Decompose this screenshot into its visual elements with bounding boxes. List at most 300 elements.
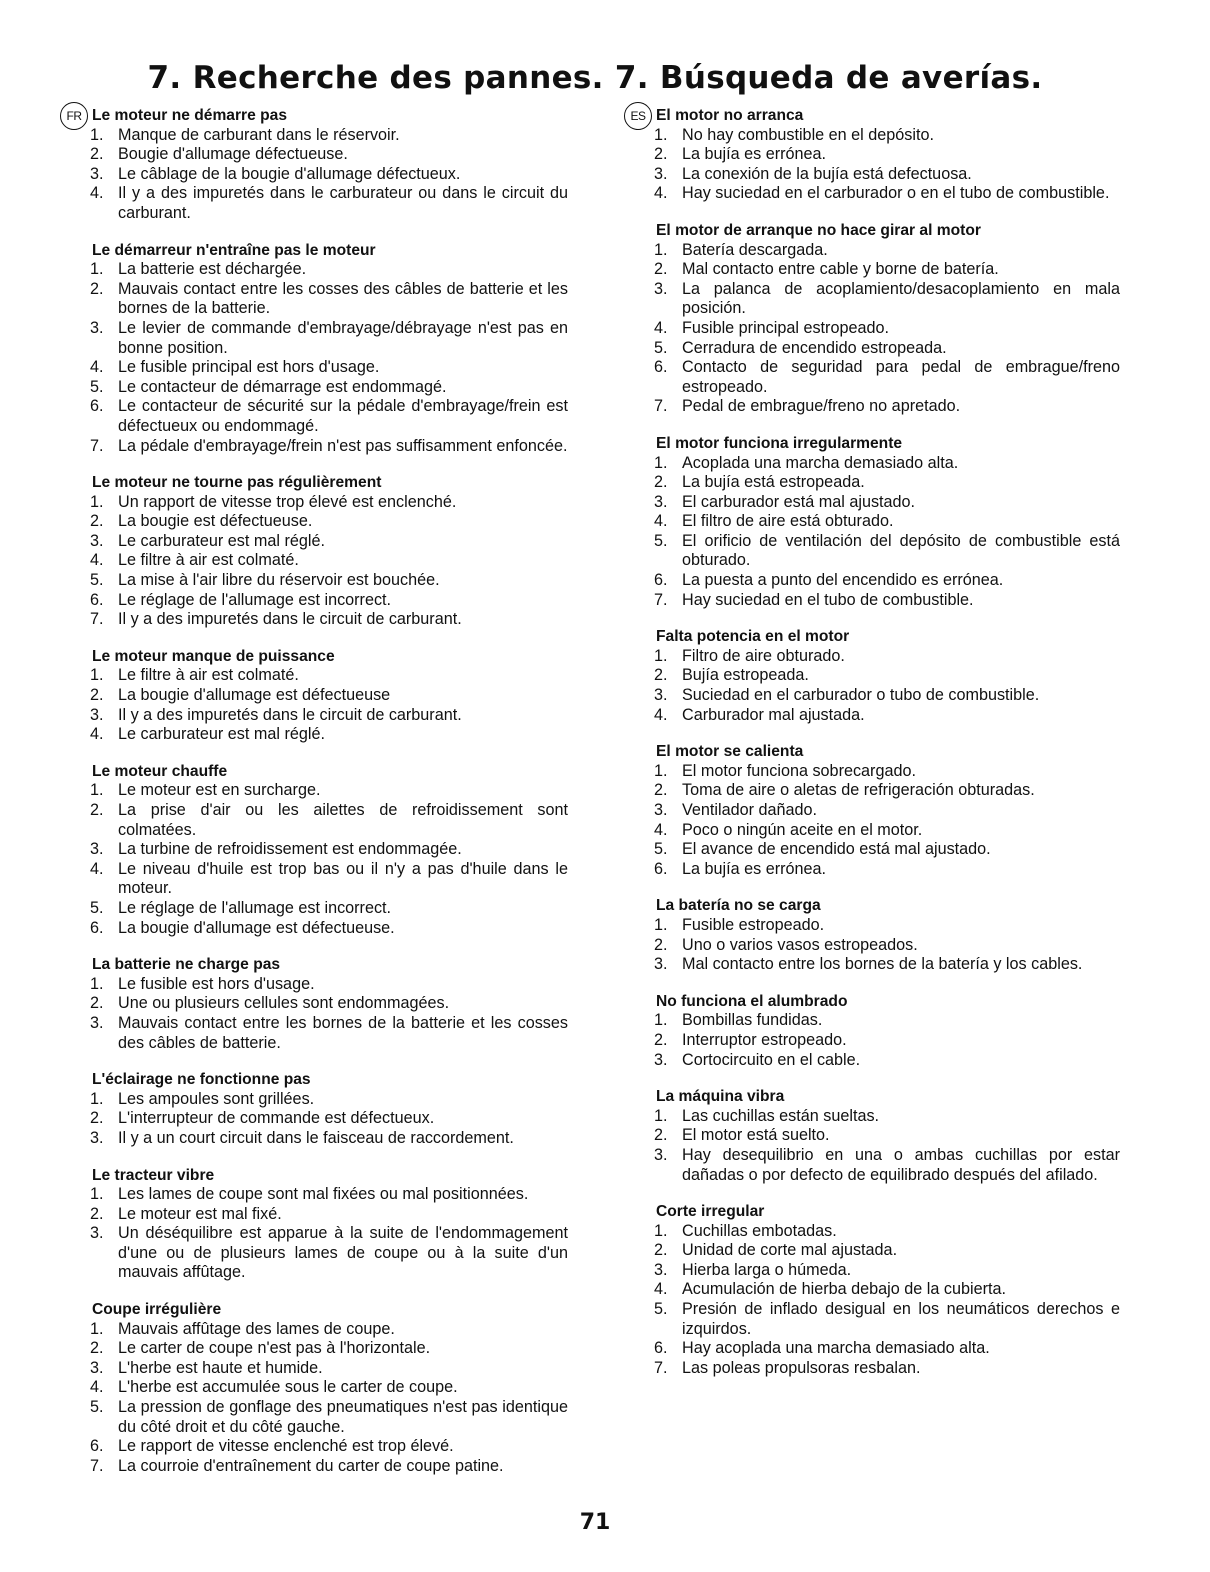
fault-list [88,260,568,456]
list-item [88,571,568,591]
list-item [88,378,568,398]
list-item [88,1339,568,1359]
item-number: 4. [654,184,668,203]
item-number: 1. [90,781,104,800]
item-number: 7. [654,397,668,416]
item-text: Le carburateur est mal réglé. [118,531,325,550]
list-item [652,145,1120,165]
item-text: La batterie est déchargée. [118,260,307,279]
list-item [88,493,568,513]
item-text: La bujía está estropeada. [682,473,865,492]
item-number: 1. [654,915,668,934]
item-number: 4. [654,1280,668,1299]
list-item [88,1359,568,1379]
section-heading [92,1300,568,1320]
section-heading-text: Falta potencia en el motor [656,628,850,646]
item-number: 3. [654,1145,668,1164]
list-item [652,339,1120,359]
list-item [88,919,568,939]
item-number: 3. [90,1224,104,1243]
fault-list [652,916,1120,975]
list-item [88,686,568,706]
troubleshooting-section [88,1300,568,1476]
list-item [88,725,568,745]
fault-list [652,1011,1120,1070]
item-text: Le réglage de l'allumage est incorrect. [118,898,392,917]
fault-list [652,1222,1120,1379]
fault-list [652,647,1120,725]
list-item [652,165,1120,185]
item-text: Le levier de commande d'embrayage/débrayage n'est pas en bonne position. [118,318,568,357]
item-number: 2. [90,686,104,705]
item-number: 2. [654,145,668,164]
list-item [652,916,1120,936]
troubleshooting-section [88,241,568,457]
item-number: 2. [90,145,104,164]
section-heading [656,896,1120,916]
list-item [652,1359,1120,1379]
troubleshooting-section [88,1166,568,1284]
fault-list [88,126,568,224]
item-number: 4. [654,512,668,531]
list-item [652,454,1120,474]
item-text: Las cuchillas están sueltas. [682,1106,880,1125]
item-number: 4. [654,705,668,724]
list-item [652,260,1120,280]
item-text: Carburador mal ajustada. [682,705,865,724]
item-number: 2. [90,512,104,531]
item-text: Pedal de embrague/freno no apretado. [682,397,961,416]
list-item [652,647,1120,667]
item-number: 1. [90,1185,104,1204]
section-heading [656,627,1120,647]
item-text: Une ou plusieurs cellules sont endommagées. [118,994,450,1013]
list-item [88,840,568,860]
section-heading-text: L'éclairage ne fonctionne pas [92,1071,311,1089]
item-number: 3. [654,492,668,511]
list-item [88,1109,568,1129]
item-text: Le niveau d'huile est trop bas ou il n'y a pas d'huile dans le moteur. [118,859,568,898]
item-number: 2. [90,801,104,819]
item-text: Poco o ningún aceite en el motor. [682,820,923,839]
section-heading-text: Corte irregular [656,1203,765,1221]
item-number: 2. [654,935,668,954]
item-text: Le filtre à air est colmaté. [118,551,299,570]
item-number: 2. [654,1126,668,1145]
list-item [88,260,568,280]
section-heading [656,434,1120,454]
troubleshooting-section [88,955,568,1053]
list-item [652,955,1120,975]
list-item [652,1300,1120,1339]
item-text: Hay acoplada una marcha demasiado alta. [682,1339,990,1358]
troubleshooting-section [652,742,1120,879]
item-number: 2. [654,781,668,800]
fault-list [88,666,568,744]
item-text: Acumulación de hierba debajo de la cubierta. [682,1280,1006,1299]
item-text: Las poleas propulsoras resbalan. [682,1358,921,1377]
item-number: 1. [654,240,668,259]
list-item [88,1014,568,1053]
section-heading-text: El motor de arranque no hace girar al motor [656,221,981,239]
troubleshooting-section [66,106,568,224]
list-item [652,686,1120,706]
item-text: Bougie d'allumage défectueuse. [118,145,348,164]
item-number: 2. [90,994,104,1013]
list-item [88,437,568,457]
item-text: La pression de gonflage des pneumatiques n'est pas identique du côté droit et du côté gauche. [118,1398,568,1436]
list-item [88,1398,568,1437]
troubleshooting-section [652,434,1120,610]
list-item [88,666,568,686]
item-text: Le fusible est hors d'usage. [118,974,315,993]
item-number: 2. [654,1030,668,1049]
item-number: 5. [90,1398,104,1417]
list-item [88,319,568,358]
item-text: La bujía es errónea. [682,145,826,164]
item-number: 4. [90,859,104,878]
item-number: 5. [654,1300,668,1319]
item-text: El avance de encendido está mal ajustado. [682,840,991,859]
language-flag-icon: FR [60,102,88,130]
item-number: 3. [654,1260,668,1279]
item-text: La palanca de acoplamiento/desacoplamiento en mala posición. [682,279,1120,318]
list-item [652,241,1120,261]
item-text: La bougie est défectueuse. [118,512,313,531]
list-item [652,319,1120,339]
item-number: 5. [90,898,104,917]
item-text: Le fusible principal est hors d'usage. [118,358,380,377]
item-number: 3. [90,318,104,337]
list-item [652,571,1120,591]
list-item [88,1378,568,1398]
section-heading-text: La batería no se carga [656,897,821,915]
item-text: La pédale d'embrayage/frein n'est pas suffisamment enfoncée. [118,436,568,455]
troubleshooting-section [652,221,1120,417]
item-number: 1. [654,1011,668,1030]
list-item [88,1457,568,1477]
item-text: Hierba larga o húmeda. [682,1260,852,1279]
item-text: Un rapport de vitesse trop élevé est enclenché. [118,492,457,511]
item-number: 2. [90,1109,104,1128]
item-number: 3. [90,1358,104,1377]
fault-list [88,1185,568,1283]
item-text: Hay desequilibrio en una o ambas cuchillas por estar dañadas o por defecto de equilibrado después del afilado. [682,1145,1120,1184]
list-item [88,591,568,611]
fault-list [88,1090,568,1149]
item-text: Fusible principal estropeado. [682,318,889,337]
item-number: 1. [654,646,668,665]
item-text: Le contacteur de démarrage est endommagé. [118,377,447,396]
list-item [88,860,568,899]
list-item [88,1437,568,1457]
list-item [88,1129,568,1149]
item-text: El orificio de ventilación del depósito de combustible está obturado. [682,531,1120,570]
item-text: La mise à l'air libre du réservoir est bouchée. [118,571,440,590]
item-text: No hay combustible en el depósito. [682,125,934,144]
item-text: Un déséquilibre est apparue à la suite de l'endommagement d'une ou de plusieurs lames de coupe ou à la suite d'un mauvais affûtage. [118,1224,568,1282]
item-number: 5. [90,377,104,396]
item-text: El motor funciona sobrecargado. [682,761,916,780]
item-number: 4. [90,184,104,203]
item-number: 2. [654,666,668,685]
section-heading [656,992,1120,1012]
item-number: 2. [90,1204,104,1223]
list-item [88,126,568,146]
item-text: Le câblage de la bougie d'allumage défectueux. [118,164,461,183]
page-title: 7. Recherche des pannes. 7. Búsqueda de averías. [147,60,1043,96]
section-heading [656,1087,1120,1107]
item-number: 3. [654,801,668,819]
item-number: 4. [90,551,104,570]
list-item [652,591,1120,611]
item-number: 4. [654,318,668,337]
item-number: 3. [90,531,104,550]
troubleshooting-section [652,1087,1120,1185]
item-text: Le réglage de l'allumage est incorrect. [118,590,392,609]
item-number: 1. [654,453,668,472]
item-text: Uno o varios vasos estropeados. [682,935,918,954]
item-text: Les ampoules sont grillées. [118,1089,315,1108]
section-heading-text: El motor no arranca [656,107,804,124]
item-text: La bougie d'allumage est défectueuse. [118,918,395,937]
item-text: Il y a des impuretés dans le circuit de carburant. [118,705,462,724]
item-number: 4. [654,820,668,839]
section-heading-text: Le tracteur vibre [92,1166,215,1184]
list-item [652,397,1120,417]
list-item [88,610,568,630]
item-text: Cerradura de encendido estropeada. [682,338,947,357]
item-number: 7. [90,436,104,455]
list-item [652,512,1120,532]
item-text: L'herbe est haute et humide. [118,1358,323,1377]
fault-list [652,1107,1120,1185]
item-text: Hay suciedad en el carburador o en el tubo de combustible. [682,184,1110,203]
section-heading [66,106,568,126]
item-text: Mal contacto entre cable y borne de batería. [682,260,999,279]
item-text: Le carter de coupe n'est pas à l'horizontale. [118,1339,431,1358]
section-heading-text: Le moteur manque de puissance [92,647,335,665]
item-number: 6. [90,1437,104,1456]
item-text: Ventilador dañado. [682,801,818,819]
item-number: 1. [90,1319,104,1338]
item-number: 2. [654,1241,668,1260]
item-text: La conexión de la bujía está defectuosa. [682,164,972,183]
list-item [652,532,1120,571]
item-number: 1. [654,761,668,780]
item-number: 1. [90,125,104,144]
list-item [88,975,568,995]
list-item [652,801,1120,821]
item-number: 1. [654,125,668,144]
section-heading [656,742,1120,762]
section-heading-text: Le moteur chauffe [92,762,228,780]
list-item [652,706,1120,726]
section-heading [92,762,568,782]
section-heading-text: El motor se calienta [656,743,804,761]
item-text: L'interrupteur de commande est défectueux. [118,1109,435,1128]
list-item [652,762,1120,782]
item-text: Acoplada una marcha demasiado alta. [682,453,959,472]
list-item [88,1090,568,1110]
list-item [652,126,1120,146]
item-text: La courroie d'entraînement du carter de coupe patine. [118,1456,504,1475]
section-heading [92,473,568,493]
list-item [88,1320,568,1340]
list-item [88,184,568,223]
item-text: Il y a des impuretés dans le circuit de carburant. [118,610,462,629]
list-item [652,1280,1120,1300]
item-number: 5. [654,338,668,357]
list-item [652,821,1120,841]
item-text: Le carburateur est mal réglé. [118,725,325,744]
section-heading-text: Coupe irrégulière [92,1301,222,1319]
list-item [652,1241,1120,1261]
list-item [88,1185,568,1205]
list-item [652,1339,1120,1359]
list-item [88,397,568,436]
list-item [88,512,568,532]
item-number: 3. [654,279,668,298]
fault-list [88,1320,568,1477]
item-text: La bujía es errónea. [682,859,826,878]
item-number: 3. [654,1050,668,1069]
item-number: 4. [90,358,104,377]
section-heading [656,221,1120,241]
list-item [652,1051,1120,1071]
item-text: Batería descargada. [682,240,828,259]
item-text: Fusible estropeado. [682,915,825,934]
item-number: 6. [90,590,104,609]
section-heading-text: Le moteur ne tourne pas régulièrement [92,474,382,492]
item-text: Mauvais affûtage des lames de coupe. [118,1319,395,1338]
list-item [652,1011,1120,1031]
item-text: La turbine de refroidissement est endommagée. [118,840,462,859]
list-item [88,551,568,571]
item-number: 1. [654,1221,668,1240]
section-heading-text: La batterie ne charge pas [92,956,281,974]
section-heading [92,1166,568,1186]
section-heading [92,955,568,975]
item-text: Les lames de coupe sont mal fixées ou mal positionnées. [118,1185,529,1204]
fault-list [652,126,1120,204]
item-number: 3. [654,955,668,974]
item-number: 7. [654,1358,668,1377]
item-text: Il y a des impuretés dans le carburateur ou dans le circuit du carburant. [118,184,568,222]
item-text: Cortocircuito en el cable. [682,1050,861,1069]
item-number: 5. [654,840,668,859]
list-item [88,165,568,185]
item-text: Unidad de corte mal ajustada. [682,1241,898,1260]
item-number: 6. [654,358,668,377]
item-text: Interruptor estropeado. [682,1030,847,1049]
item-text: Manque de carburant dans le réservoir. [118,125,400,144]
item-number: 2. [654,260,668,279]
item-number: 6. [90,918,104,937]
item-number: 1. [90,974,104,993]
troubleshooting-section [88,473,568,630]
item-text: Contacto de seguridad para pedal de embrague/freno estropeado. [682,358,1120,396]
troubleshooting-section [652,1202,1120,1378]
list-item [88,145,568,165]
item-number: 3. [90,1128,104,1147]
fault-list [652,762,1120,880]
item-number: 3. [90,1013,104,1032]
french-column [66,106,568,1493]
item-number: 2. [654,473,668,492]
item-text: Mauvais contact entre les cosses des câbles de batterie et les bornes de la batterie. [118,279,568,318]
item-text: Filtro de aire obturado. [682,646,845,665]
list-item [88,280,568,319]
item-number: 7. [90,610,104,629]
item-number: 3. [90,164,104,183]
list-item [652,1126,1120,1146]
item-number: 6. [654,859,668,878]
item-number: 6. [90,397,104,416]
section-heading-text: Le moteur ne démarre pas [92,107,287,124]
item-number: 7. [654,590,668,609]
item-text: Le contacteur de sécurité sur la pédale d'embrayage/frein est défectueux ou endommagé. [118,397,568,435]
item-number: 6. [654,1339,668,1358]
troubleshooting-section [652,627,1120,725]
item-text: Le rapport de vitesse enclenché est trop élevé. [118,1437,454,1456]
list-item [652,473,1120,493]
section-heading-text: El motor funciona irregularmente [656,434,903,452]
item-number: 3. [90,840,104,859]
list-item [652,1146,1120,1185]
item-text: Presión de inflado desigual en los neumáticos derechos e izquirdos. [682,1300,1120,1338]
item-number: 1. [90,260,104,279]
list-item [88,899,568,919]
list-item [88,1224,568,1283]
fault-list [88,975,568,1053]
fault-list [652,241,1120,417]
list-item [652,493,1120,513]
troubleshooting-section [88,762,568,938]
list-item [88,801,568,840]
list-item [88,994,568,1014]
section-heading [656,1202,1120,1222]
list-item [652,781,1120,801]
item-text: Bujía estropeada. [682,666,809,685]
item-number: 3. [654,686,668,705]
section-heading [630,106,1120,126]
item-text: El motor está suelto. [682,1126,830,1145]
language-flag-icon: ES [624,102,652,130]
item-number: 3. [90,705,104,724]
item-text: La prise d'air ou les ailettes de refroidissement sont colmatées. [118,801,568,839]
item-text: Hay suciedad en el tubo de combustible. [682,590,974,609]
item-text: Bombillas fundidas. [682,1011,823,1030]
list-item [88,1205,568,1225]
item-text: Il y a un court circuit dans le faisceau de raccordement. [118,1128,514,1147]
item-text: La puesta a punto del encendido es errónea. [682,571,1004,590]
troubleshooting-section [88,647,568,745]
item-number: 7. [90,1456,104,1475]
item-text: Mal contacto entre los bornes de la batería y los cables. [682,955,1083,974]
item-text: La bougie d'allumage est défectueuse [118,686,391,705]
section-heading [92,241,568,261]
list-item [652,860,1120,880]
list-item [652,358,1120,397]
section-heading-text: Le démarreur n'entraîne pas le moteur [92,241,376,259]
item-text: Mauvais contact entre les bornes de la batterie et les cosses des câbles de batterie. [118,1013,568,1052]
fault-list [88,493,568,630]
troubleshooting-section [630,106,1120,204]
list-item [652,1031,1120,1051]
item-text: L'herbe est accumulée sous le carter de coupe. [118,1378,458,1397]
list-item [652,184,1120,204]
